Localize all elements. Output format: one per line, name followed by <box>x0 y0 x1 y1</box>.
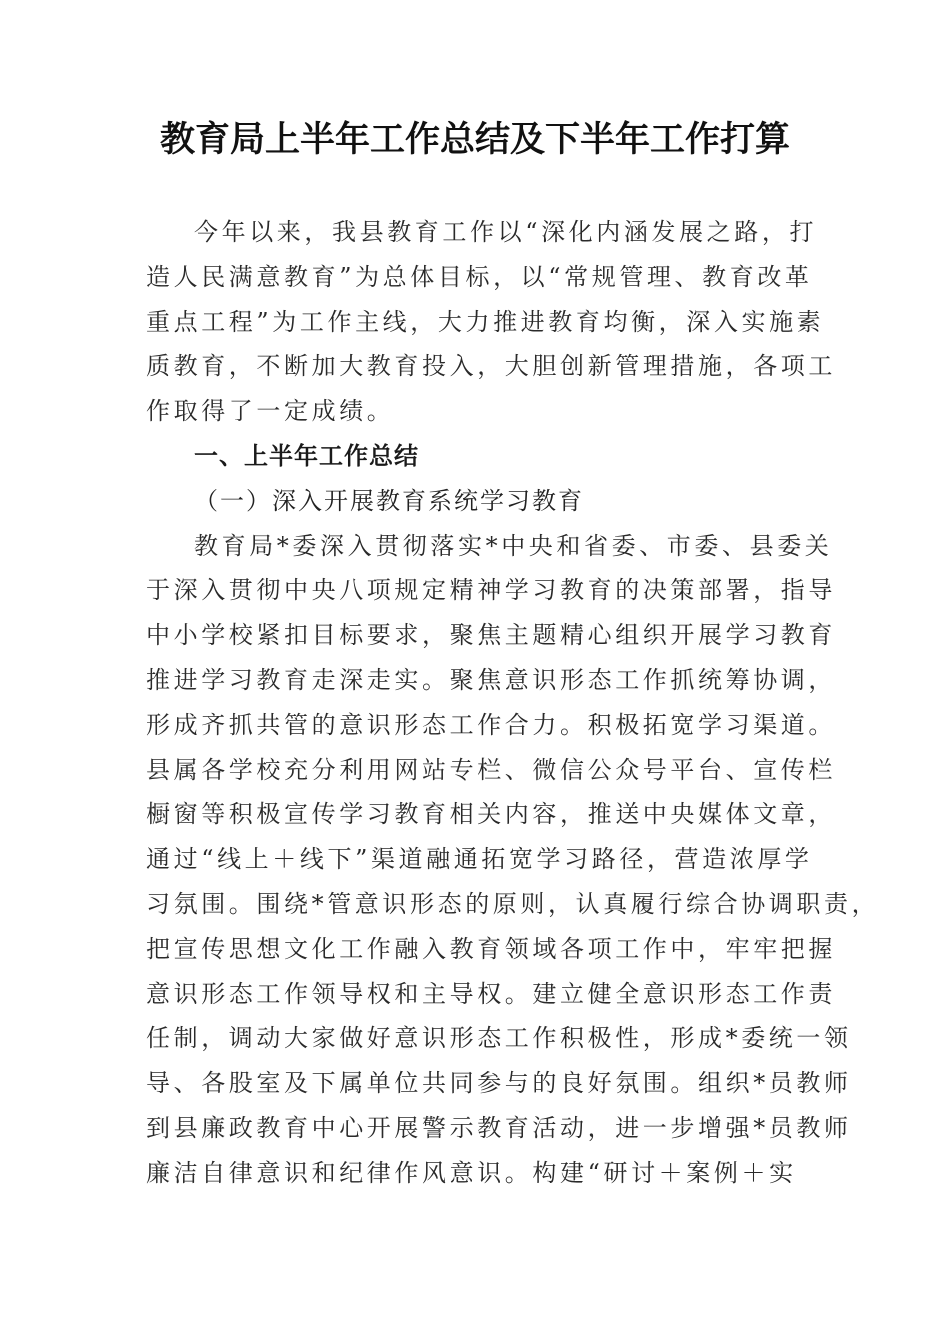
body-line: 今年以来，我县教育工作以“深化内涵发展之路，打 <box>194 218 818 246</box>
body-line: 导、各股室及下属单位共同参与的良好氛围。组织*员教师 <box>146 1069 852 1098</box>
body-line: 橱窗等积极宣传学习教育相关内容，推送中央媒体文章， <box>146 800 836 829</box>
body-line: 到县廉政教育中心开展警示教育活动，进一步增强*员教师 <box>146 1113 852 1142</box>
subsection-heading: （一）深入开展教育系统学习教育 <box>194 486 584 515</box>
body-line: 习氛围。围绕*管意识形态的原则，认真履行综合协调职责， <box>146 889 880 918</box>
body-line: 任制，调动大家做好意识形态工作积极性，形成*委统一领 <box>146 1024 852 1053</box>
body-line: 重点工程”为工作主线，大力推进教育均衡，深入实施素 <box>146 307 825 336</box>
body-line: 县属各学校充分利用网站专栏、微信公众号平台、宣传栏 <box>146 755 836 784</box>
body-line: 作取得了一定成绩。 <box>146 397 395 426</box>
body-line: 意识形态工作领导权和主导权。建立健全意识形态工作责 <box>146 979 836 1008</box>
body-line: 廉洁自律意识和纪律作风意识。构建“研讨＋案例＋实 <box>146 1158 797 1187</box>
body-line: 质教育，不断加大教育投入，大胆创新管理措施，各项工 <box>146 352 836 381</box>
document-title: 教育局上半年工作总结及下半年工作打算 <box>159 119 790 160</box>
body-line: 把宣传思想文化工作融入教育领域各项工作中，牢牢把握 <box>146 934 836 963</box>
body-line: 通过“线上＋线下”渠道融通拓宽学习路径，营造浓厚学 <box>146 845 813 874</box>
body-line: 形成齐抓共管的意识形态工作合力。积极拓宽学习渠道。 <box>146 710 836 739</box>
body-line: 推进学习教育走深走实。聚焦意识形态工作抓统筹协调， <box>146 665 836 694</box>
document-body <box>146 210 880 1196</box>
body-line: 于深入贯彻中央八项规定精神学习教育的决策部署，指导 <box>146 576 836 605</box>
body-line: 造人民满意教育”为总体目标，以“常规管理、教育改革 <box>146 262 813 291</box>
body-line: 教育局*委深入贯彻落实*中央和省委、市委、县委关 <box>194 531 833 560</box>
section-heading: 一、上半年工作总结 <box>194 441 419 470</box>
body-line: 中小学校紧扣目标要求，聚焦主题精心组织开展学习教育 <box>146 621 836 650</box>
